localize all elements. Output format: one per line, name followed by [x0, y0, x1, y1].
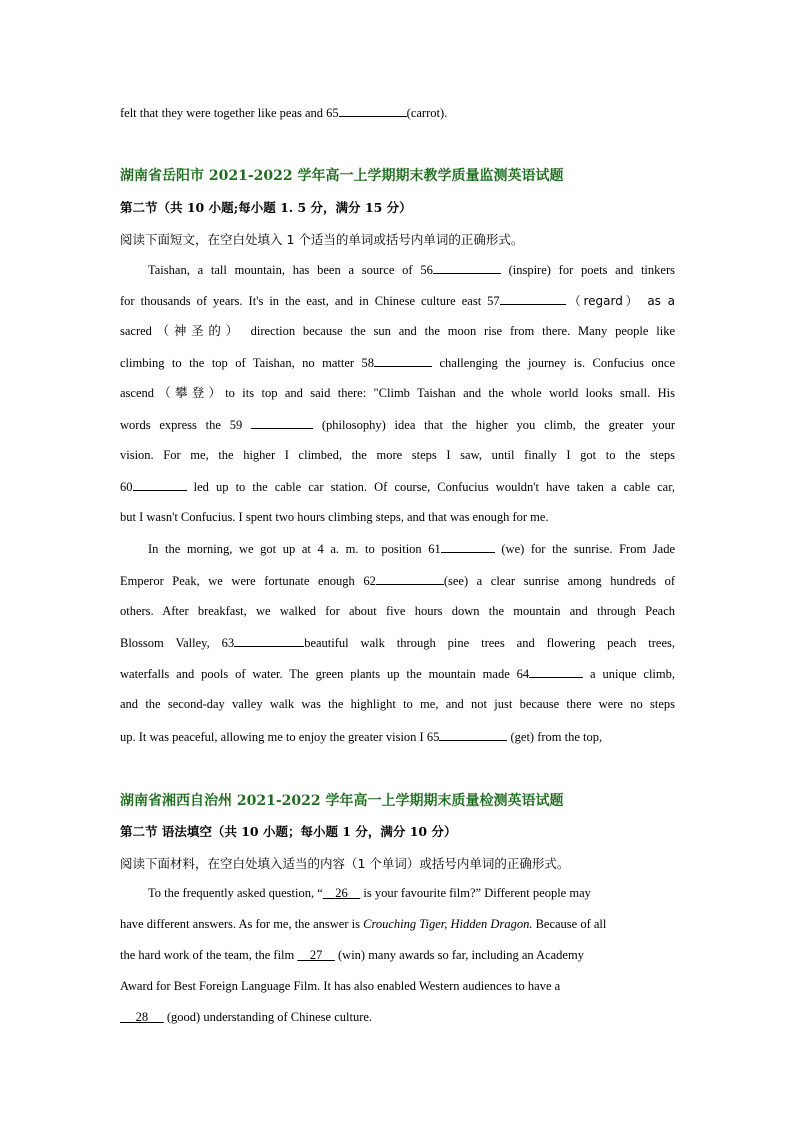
text: (win) many awards so far, including an Academy	[334, 948, 584, 962]
text: (good) understanding of Chinese culture.	[163, 1010, 373, 1024]
answer-blank-27[interactable]	[297, 948, 335, 962]
text: up. It was peaceful, allowing me to enjoy the greater vision I 65	[120, 730, 440, 744]
text: for thousands of years. It's in the east, and in Chinese culture east 57	[120, 294, 500, 308]
text: Because of all	[532, 917, 607, 931]
text: (we) for the sunrise. From Jade	[494, 542, 675, 556]
section-heading-1: 湖南省岳阳市 2021-2022 学年高一上学期期末教学质量监测英语试题	[120, 168, 564, 184]
passage-line	[120, 447, 675, 463]
passage-line	[120, 385, 675, 401]
passage-line	[148, 261, 675, 278]
passage-line	[120, 603, 675, 619]
passage-line	[120, 572, 675, 589]
passage-line	[148, 540, 675, 557]
answer-blank-26[interactable]	[323, 886, 361, 900]
answer-blank-65[interactable]	[439, 728, 507, 741]
text: a unique climb,	[583, 667, 676, 681]
text: the hard work of the team, the film	[120, 948, 298, 962]
text: Award for Best Foreign Language Film. It has also enabled Western audiences to have a	[120, 979, 561, 993]
text: words express the 59	[120, 418, 252, 432]
text: others. After breakfast, we walked for about five hours down the mountain and through Peach	[120, 604, 675, 618]
film-title: Crouching Tiger, Hidden Dragon.	[363, 917, 533, 931]
text: led up to the cable car station. Of course, Confucius wouldn't have taken a cable car,	[186, 480, 675, 494]
passage-line	[120, 665, 675, 682]
text: 60	[120, 480, 133, 494]
text: challenging the journey is. Confucius once	[432, 356, 676, 370]
text: felt that they were together like peas and 65	[120, 106, 339, 120]
answer-blank-60[interactable]	[133, 478, 187, 491]
section-heading-2: 湖南省湘西自治州 2021-2022 学年高一上学期期末质量检测英语试题	[120, 793, 564, 809]
blank-number: 27	[309, 948, 323, 962]
text: (get) from the top,	[507, 730, 603, 744]
passage-line	[120, 728, 675, 745]
answer-blank[interactable]	[339, 104, 407, 117]
text: In the morning, we got up at 4 a. m. to position 61	[148, 542, 441, 556]
text: waterfalls and pools of water. The green plants up the mountain made 64	[120, 667, 530, 681]
instruction-2: 阅读下面材料，在空白处填入适当的内容（1 个单词）或括号内单词的正确形式。	[120, 856, 570, 871]
text: and the second-day valley walk was the highlight to me, and not just because there were no steps	[120, 697, 675, 711]
passage-line	[120, 978, 675, 994]
answer-blank-28[interactable]	[120, 1010, 164, 1024]
text: beautiful walk through pine trees and flowering peach trees,	[304, 636, 675, 650]
text: (inspire) for poets and tinkers	[500, 263, 675, 277]
answer-blank-63[interactable]	[234, 634, 304, 647]
passage-line	[120, 478, 675, 495]
passage-line	[120, 292, 675, 309]
passage-line	[120, 696, 675, 712]
text: Emperor Peak, we were fortunate enough 62	[120, 574, 376, 588]
text: is your favourite film?” Different people may	[360, 886, 591, 900]
text: (see) a clear sunrise among hundreds of	[443, 574, 675, 588]
text: Blossom Valley, 63	[120, 636, 235, 650]
passage-line	[120, 416, 675, 433]
section-subheading-1: 第二节（共 10 小题;每小题 1. 5 分，满分 15 分）	[120, 200, 412, 215]
text: （regard） as a	[565, 294, 675, 308]
text: ascend（攀登）to its top and said there: "Climb Taishan and the whole world looks small. His	[120, 386, 675, 400]
passage-line	[120, 354, 675, 371]
text: To the frequently asked question, “	[148, 886, 323, 900]
text: but I wasn't Confucius. I spent two hours climbing steps, and that was enough for me.	[120, 510, 549, 524]
passage-line	[120, 916, 675, 932]
instruction-1: 阅读下面短文，在空白处填入 1 个适当的单词或括号内单词的正确形式。	[120, 232, 524, 247]
answer-blank-56[interactable]	[433, 261, 501, 274]
passage-line	[120, 509, 675, 525]
text: have different answers. As for me, the answer is	[120, 917, 364, 931]
text: sacred（神圣的） direction because the sun and the moon rise from there. Many people like	[120, 324, 675, 338]
answer-blank-62[interactable]	[376, 572, 444, 585]
passage-line	[120, 634, 675, 651]
answer-blank-58[interactable]	[374, 354, 432, 367]
text: (philosophy) idea that the higher you climb, the greater your	[313, 418, 675, 432]
passage-line	[120, 947, 675, 963]
blank-number: 28	[135, 1010, 149, 1024]
blank-number: 26	[335, 886, 348, 900]
section-subheading-2: 第二节 语法填空（共 10 小题；每小题 1 分，满分 10 分）	[120, 824, 457, 839]
passage-line	[148, 885, 675, 901]
text: climbing to the top of Taishan, no matter 58	[120, 356, 375, 370]
continuation-line	[120, 104, 675, 121]
answer-blank-57[interactable]	[500, 292, 566, 305]
answer-blank-61[interactable]	[441, 540, 495, 553]
text: vision. For me, the higher I climbed, the more steps I saw, until finally I got to the steps	[120, 448, 675, 462]
answer-blank-64[interactable]	[529, 665, 583, 678]
text: (carrot).	[406, 106, 448, 120]
answer-blank-59[interactable]	[251, 416, 313, 429]
text: Taishan, a tall mountain, has been a source of 56	[148, 263, 433, 277]
passage-line	[120, 1009, 675, 1025]
passage-line	[120, 323, 675, 339]
